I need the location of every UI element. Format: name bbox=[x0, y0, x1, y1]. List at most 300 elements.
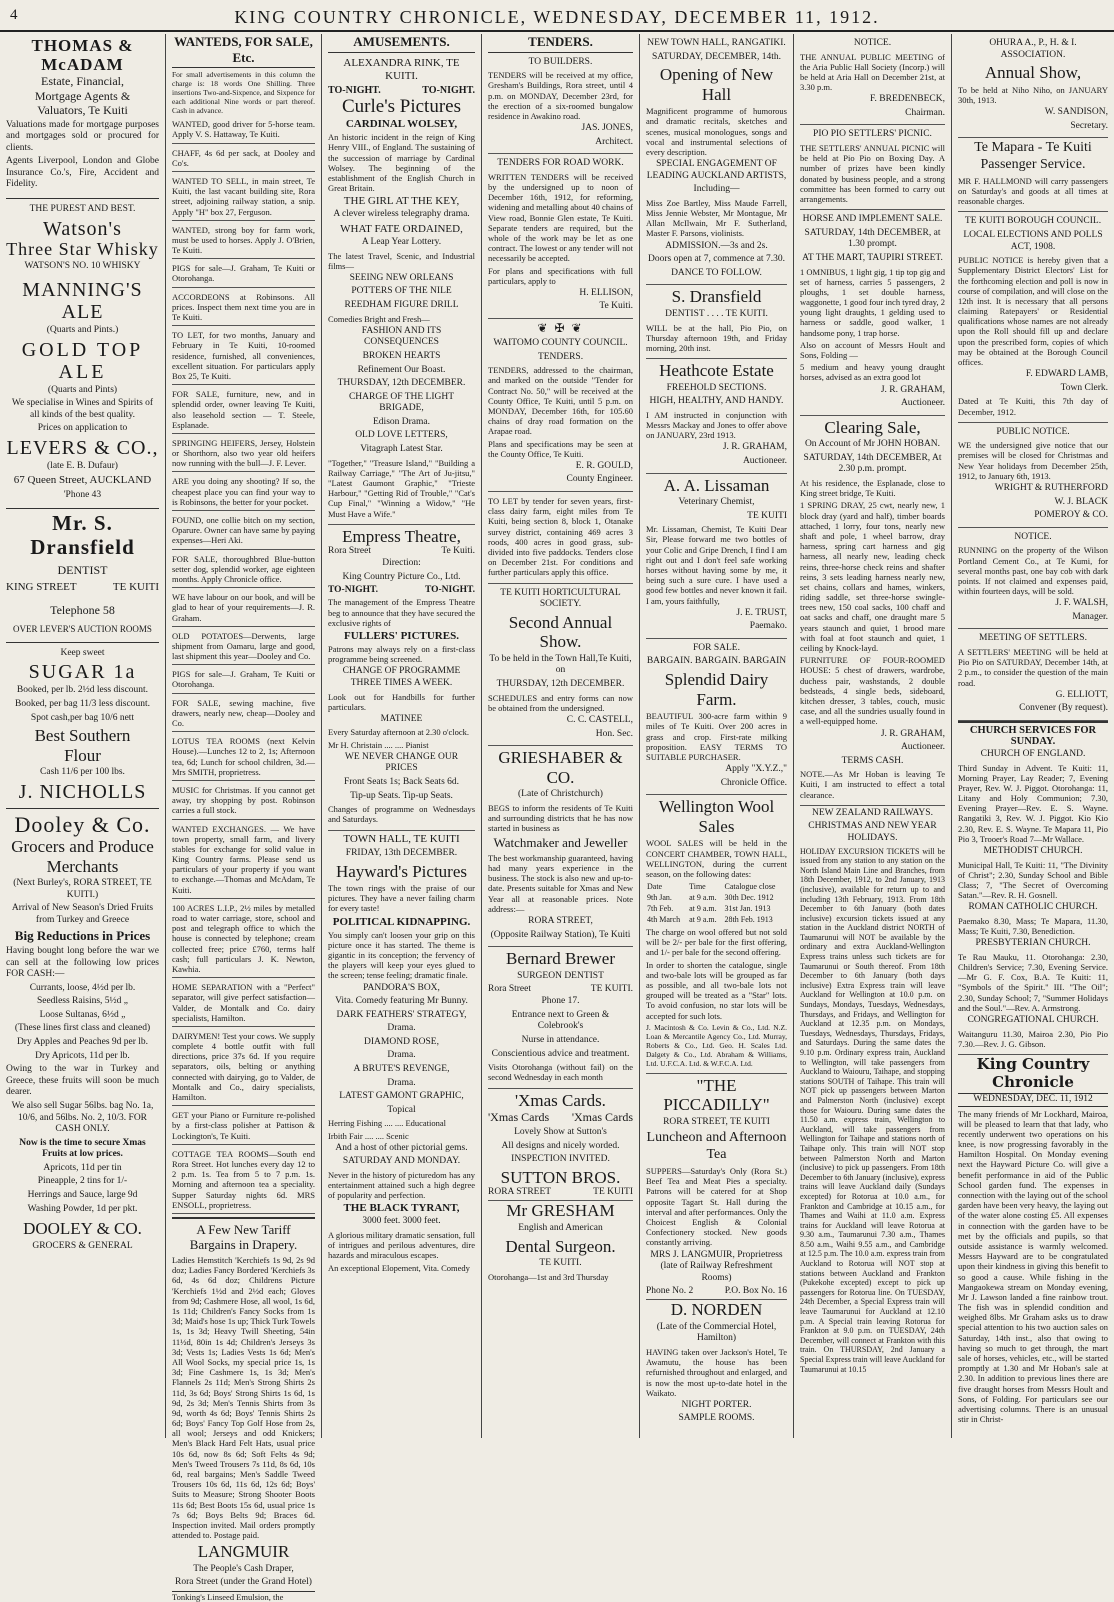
ad-body: RUNNING on the property of the Wilson Portland Cement Co., at Te Kumi, for several months past, one bay cob with dark points. If not claimed and expenses paid, within fourteen days, will be sold. bbox=[958, 545, 1108, 597]
ad-body: Look out for Handbills for further particulars. bbox=[328, 691, 475, 712]
ad-line: (Quarts and Pints) bbox=[47, 384, 118, 395]
classified-ad: GET your Piano or Furniture re-polished by a first-class polisher at Pattison & Lockington's, Te Kuiti. bbox=[172, 1108, 315, 1145]
ad-line: Topical bbox=[387, 1104, 416, 1115]
ad-body: An exceptional Elopement, Vita. Comedy bbox=[328, 1262, 470, 1273]
ad-body: Herring Fishing .... .... Educational bbox=[328, 1118, 447, 1129]
ad-body: Owing to the war in Turkey and Greece, these fruits will soon be much dearer. bbox=[6, 1064, 159, 1098]
ad-body: An historic incident in the reign of King Henry VIII., of England. The sustaining of the succession of marriage by Cardinal Wolsey. The beginning of the establishment of the English Church in Great Britain. bbox=[328, 132, 475, 194]
church-name: METHODIST CHURCH. bbox=[983, 846, 1083, 857]
ad-body: TENDERS will be received at my office, Gresham's Buildings, Rora street, until 4 p.m. on MONDAY, December 23rd, for the erection of a six-roomed bungalow residence in Awakino road. bbox=[488, 70, 633, 121]
table-cell: at 9 a.m. bbox=[689, 893, 717, 903]
ad-body: NOTE.—As Mr Hoban is leaving Te Kuiti, I am instructed to effect a total clearance. bbox=[800, 769, 945, 800]
ad-body: SUPPERS—Saturday's Only (Rora St.) Beef Tea and Meat Pies a specialty. Patrons will be catered for at Shop opposite Tagart St. Hall during the interval and after performances. Only the Choicest English & Colonial Confectionery stocked. New goods constantly arriving. bbox=[646, 1166, 787, 1248]
ad-body: WE the undersigned give notice that our premises will be closed for Christmas and New Year holidays from December 25th, 1912, to January 6th, 1913. bbox=[958, 440, 1108, 481]
ad-heading: Grocers and Produce bbox=[11, 837, 154, 856]
ad-town: TE KUITI bbox=[593, 1187, 633, 1198]
classified-ad: ACCORDEONS at Robinsons. All prices. Inspect them next time you are in Te Kuiti. bbox=[172, 290, 315, 327]
ad-body: Never in the history of picturedom has any entertainment attained such a high degree of popularity and perfection. bbox=[328, 1169, 475, 1201]
table-header-row bbox=[646, 881, 787, 892]
ad-heading: SUTTON BROS. bbox=[500, 1167, 621, 1187]
ad-subheading: Estate, Financial, bbox=[41, 74, 124, 89]
ad-address: RORA STREET, TE KUITI bbox=[663, 1116, 770, 1127]
ad-line: TO BUILDERS. bbox=[528, 56, 593, 67]
film-title: THE BLACK TYRANT, bbox=[343, 1202, 460, 1215]
ad-line: DANCE TO FOLLOW. bbox=[671, 267, 762, 278]
ad-phone: 'Phone 43 bbox=[63, 489, 102, 500]
ad-line: WATSON'S NO. 10 WHISKY bbox=[24, 261, 141, 272]
ad-body: SCHEDULES and entry forms can now be obtained from the undersigned. bbox=[488, 692, 633, 713]
section-heading: CHURCH SERVICES FOR SUNDAY. bbox=[969, 724, 1097, 747]
ad-line: BARGAIN. BARGAIN. BARGAIN bbox=[646, 656, 787, 667]
list-item: Dry Apples and Peaches 9d per lb. bbox=[16, 1037, 149, 1048]
ad-body: Prices on application to bbox=[37, 423, 128, 434]
ad-line: TO-NIGHT. bbox=[424, 585, 475, 596]
ad-body: 1 SPRING DRAY, 25 cwt, nearly new, 1 block dray (yard and half), timber boards attached, 1 lorry, four tons, nearly new shaft and pole, 1 wheel barrow, dray harness, spring cart harness and gig harness, all nearly new, leading check reins, three-horse check reins and shafter reins, 3 sets leading harness nearly new, set chains, collars and hames, winkers, riding saddle, set three-horse swingle-trees new, 150 coal sacks, 100 chaff and oat sacks and chaff, one draught mare 5 years staunch and quiet, 1 brood mare with foal at foot staunch and quiet, 1 ceiling by Knock-layd. bbox=[800, 500, 945, 653]
dooley-price-list bbox=[6, 983, 159, 1062]
ad-heading: A. A. Lissaman bbox=[663, 475, 770, 495]
ad-line: Entrance next to Green & Colebrook's bbox=[511, 1009, 610, 1032]
ad-body: Patrons may always rely on a first-class programme being screened. bbox=[328, 644, 475, 665]
ad-line: TERMS CASH. bbox=[841, 755, 904, 766]
ad-line: Conscientious advice and treatment. bbox=[491, 1048, 630, 1059]
ad-body: HAVING taken over Jackson's Hotel, Te Awamutu, the house has been refurnished throughout and enlarged, and is now the most up-to-date hotel in the Waikato. bbox=[646, 1346, 787, 1398]
ad-line: CHRISTMAS AND NEW YEAR HOLIDAYS. bbox=[808, 821, 937, 843]
ad-address: RORA STREET, bbox=[528, 916, 593, 927]
list-item: Loose Sultanas, 6½d „ bbox=[39, 1009, 126, 1020]
table-cell: 31st Jan. 1913 bbox=[724, 904, 771, 914]
ad-body: Now is the time to secure Xmas Fruits at low prices. bbox=[19, 1137, 146, 1160]
ad-line: TOWN HALL, TE KUITI bbox=[343, 832, 460, 845]
list-item: (These lines first class and cleaned) bbox=[14, 1023, 151, 1034]
tariff-bargains-ad bbox=[172, 1217, 315, 1589]
ad-line: TO-NIGHT. bbox=[422, 85, 475, 97]
ad-heading: J. NICHOLLS bbox=[18, 780, 147, 803]
signature-title: Manager. bbox=[1072, 611, 1108, 622]
list-item: Seedless Raisins, 5½d „ bbox=[36, 996, 129, 1007]
classified-ad: FOR SALE, thoroughbred Blue-button setter dog, splendid worker, age eighteen months. Apply Chronicle office. bbox=[172, 552, 315, 589]
gresham-ad bbox=[488, 1201, 633, 1281]
classified-ad: ARE you doing any shooting? If so, the cheapest place you can find your way to is Robinsons, the better for your pocket. bbox=[172, 474, 315, 511]
haywards-pictures-ad bbox=[328, 833, 475, 1273]
ad-address: (Opposite Railway Station), Te Kuiti bbox=[490, 929, 631, 940]
ad-line: Booked, per bag 11/3 less discount. bbox=[14, 698, 150, 709]
ad-heading: SUGAR 1a bbox=[28, 661, 137, 684]
signature-title: Auctioneer. bbox=[742, 455, 787, 466]
signature-title: Architect. bbox=[595, 136, 633, 147]
ad-line: To be held in the Town Hall,Te Kuiti, on bbox=[489, 653, 632, 676]
ad-body: A glorious military dramatic sensation, full of intrigues and perilous adventures, dire hazards and miraculous escapes. bbox=[328, 1230, 475, 1261]
film-title: CHARGE OF THE LIGHT BRIGADE, bbox=[348, 391, 455, 414]
ad-heading: D. NORDEN bbox=[670, 1300, 763, 1320]
classified-ad: FOR SALE, furniture, new, and in splendid order, owner leaving Te Kuiti, also leasehold section — T. Steele, Esplanade. bbox=[172, 387, 315, 434]
ad-line: TE KUITI HORTICULTURAL SOCIETY. bbox=[500, 587, 621, 610]
ad-heading: Curle's Pictures bbox=[342, 96, 461, 118]
signature-title: Convener (By request). bbox=[1019, 703, 1108, 714]
church-name: PRESBYTERIAN CHURCH. bbox=[975, 938, 1091, 949]
ad-heading: Second Annual Show. bbox=[508, 612, 613, 652]
column-4 bbox=[482, 34, 640, 1438]
ad-body: WILL be at the hall, Pio Pio, on Thursday afternoon 19th, and Friday morning, 20th inst. bbox=[646, 322, 787, 353]
heathcote-estate-ad bbox=[646, 359, 787, 473]
ad-body: For plans and specifications with full particulars, apply to bbox=[488, 265, 633, 286]
ad-heading: Hayward's Pictures bbox=[335, 861, 467, 881]
ad-line: SATURDAY, DECEMBER, 14th. bbox=[651, 51, 782, 62]
ad-line: Tip-up Seats. Tip-up Seats. bbox=[350, 790, 453, 801]
classified-ad: PIGS for sale—J. Graham, Te Kuiti or Otorohanga. bbox=[172, 261, 315, 287]
ad-line: TE KUITI bbox=[747, 510, 787, 521]
table-cell: at 9 a.m. bbox=[689, 915, 717, 925]
ad-street: Rora Street bbox=[328, 546, 372, 557]
editorial-body: The many friends of Mr Lockhard, Mairoa, will be pleased to learn that that lady, who recently underwent two operations on his knee, is now progressing favorably in the Hamilton Hospital. On Monday evening next the Hayward Picture Co. will give a benefit performance in aid of the Public School garden fund. The expenses in connection with the laying out of the school garden have been very heavy, the laying out of the water alone costing £5. All expenses in connection with the garden have to be met by the officials and pupils, so that outside assistance is warmly welcomed. Messrs Hayward are to be congratulated upon their kindness in giving this benefit to so good a cause. While fishing in the Mangaokewa stream on Monday evening, Mr J. Lawson landed a fine rainbow trout. The fish was in splendid condition and weighed 8lbs. Mr Graham asks us to draw special attention to his two auction sales on Saturday, 14th inst., also that owing to having so much to get through, the mart sale of horses, vehicles, etc., will be started promptly at 1.30 and Mr Hoban's sale at 2.30. In addition to previous lines there are five draught horses from Messrs Hoult and Sons, of Folding. For particulars see our advertising columns. There is an unusual stir in Christ- bbox=[958, 1108, 1108, 1425]
ad-body: THE SETTLERS' ANNUAL PICNIC will be held at Pio Pio on Boxing Day. A number of prizes have been kindly donated by business people, and a strong committee has been formed to carry out arrangements. bbox=[800, 143, 945, 204]
ad-body: 5 medium and heavy young draught horses, advised as an extra good lot bbox=[800, 362, 945, 383]
film-title: SEEING NEW ORLEANS bbox=[349, 272, 454, 283]
ad-body: Ladies Hemstitch 'Kerchiefs 1s 9d, 2s 9d doz; Ladies Fancy Bordered 'Kerchiefs 3s 6d, 4s 6d doz; Childrens Picture 'Kerchiefs 1½d and 2½d each; Gloves from 9d; Cashmere Hose, all wool, 1s 6d, 1s 11d; Children's Fancy Socks from 1s 3d; Maid's hose 1s up; Thick Turk Towels 1s, 1s 3d; Heavy Twill Sheeting, 54in 11½d, 80in 1s 4d; Children's Jerseys 3s 3d; Vests 1s; Ladies Vests 1s 6d; Men's All Wool Socks, my special price 1s, 1s 3d; Fine Cashmere 1s, 1s 3d; Men's Flannels 2s 11d; Men's Strong Shirts 2s 11d, 3s 6d; Boys' Strong Shirts 1s 6d, 1s 9d, 2s 3d; Men's Tennis Shirts from 3s 9d, worth 4s 6d; Boys' Tennis Shirts 2s 6d; Boys' Fancy Top Golf Hose from 2s, all wool; Jerseys and odd Knickers; Men's Black Hard Felt Hats, usual price 10s 6d, now 8s 6d; Soft Felts 4s 9d; Men's Tweed Trousers 7s 11d, 8s 6d, 10s 6d, real bargains; Men's Saddle Tweed Trousers 10s 6d, 11s 6d, 12s 6d; Boys' Suits to Measure; Strong Shooter Boots 11s 6d; Best Boots 15s 6d, usual price 1s 7s 6d; Boys Belts 9d; Braces 6d. Inspection invited. Mail orders promptly attended to. Postage paid. bbox=[172, 1255, 315, 1541]
ad-heading: GRIESHABER & CO. bbox=[498, 748, 623, 787]
wool-sales-ad bbox=[646, 795, 787, 1074]
ad-line: TENDERS. bbox=[537, 351, 584, 362]
wanteds-list bbox=[172, 117, 315, 1214]
ad-body: TO LET by tender for seven years, first-class dairy farm, eight miles from Te Kuiti, being section 8, block 1, Otanake survey district, containing 469 acres 3 roods, 400 acres in good grass, sub-divided into five paddocks. Tenders close on December 21st. For conditions and further particulars apply this office. bbox=[488, 496, 633, 578]
film-title: DIAMOND ROSE, bbox=[364, 1036, 439, 1047]
signature: JAS. JONES, bbox=[581, 123, 633, 134]
ad-line: All designs and nicely worded. bbox=[501, 1140, 620, 1151]
table-row bbox=[646, 892, 787, 903]
ad-line: MATINEE bbox=[380, 713, 423, 724]
classified-ad: WANTED EXCHANGES. — We have town property, small farm, and livery stables for exchange for solid value in King Country farms. Please send us particulars of your property if you want to exchange.—Thomas and McAdam, Te Kuiti. bbox=[172, 822, 315, 899]
ad-line: NOTICE. bbox=[1014, 531, 1052, 542]
ad-heading: 'Xmas Cards. bbox=[515, 1090, 606, 1110]
ad-heading: DOOLEY & CO. bbox=[23, 1219, 142, 1239]
ad-address: (Next Burley's, RORA STREET, TE KUITI.) bbox=[13, 878, 152, 900]
table-row bbox=[646, 903, 787, 914]
list-item: Washing Powder, 1d per pkt. bbox=[27, 1203, 138, 1214]
ad-body: Plans and specifications may be seen at the County Office, Te Kuiti. bbox=[488, 438, 633, 459]
signature-title: Auctioneer. bbox=[900, 398, 945, 409]
ad-body: The best workmanship guaranteed, having had many years experience in the business. The stock is also new and up-to-date. Presents suitable for Xmas and New Year all at reasonable prices. Note address:— bbox=[488, 852, 633, 914]
ad-line: SATURDAY, 14th DECEMBER, At 2.30 p.m. prompt. bbox=[803, 452, 942, 475]
classified-ad: DAIRYMEN! Test your cows. We supply complete 4 bottle outfit with full directions, price 37s 6d. If you require separators, oils, belting or anything connected with dairying, go to Valder, de Montalk and Co., dairy specialists, Hamilton. bbox=[172, 1029, 315, 1106]
ad-line: Cash 11/6 per 100 lbs. bbox=[40, 767, 125, 778]
classified-ad: OLD POTATOES—Derwents, large shipment from Oamaru, large and good, last shipment this year—Dooley and Co. bbox=[172, 629, 315, 666]
ad-line: English and American bbox=[518, 1222, 603, 1233]
ad-heading: A Few New Tariff Bargains in Drapery. bbox=[189, 1221, 298, 1253]
ad-subheading: Mortgage Agents & bbox=[34, 88, 131, 103]
ad-body: MR F. HALLMOND will carry passengers on Saturday's and goods at all times at reasonable charges. bbox=[958, 175, 1108, 207]
film-title: LATEST GAMONT GRAPHIC, bbox=[339, 1091, 464, 1102]
signature-title: Te Kuiti. bbox=[599, 301, 633, 312]
table-cell: 7th Feb. bbox=[647, 904, 674, 914]
signature: J. R. GRAHAM, bbox=[880, 384, 945, 395]
ad-line: ALEXANDRA RINK, TE KUITI. bbox=[343, 56, 460, 82]
ad-heading: Clearing Sale, bbox=[824, 417, 921, 437]
ad-line: THURSDAY, 12th DECEMBER. bbox=[337, 378, 466, 389]
ad-line: TO-NIGHT. bbox=[328, 85, 381, 97]
ad-body: Visits Otorohanga (without fail) on the second Wednesday in each month bbox=[488, 1062, 633, 1083]
table-header: Date bbox=[647, 882, 663, 892]
signature: F. BREDENBECK, bbox=[870, 94, 945, 105]
ad-line: FREEHOLD SECTIONS. bbox=[666, 382, 767, 393]
classified-ad: SPRINGING HEIFERS, Jersey, Holstein or Shorthorn, also two year old heifers now running with the bull—J. F. Lever. bbox=[172, 436, 315, 473]
signature-title: Town Clerk. bbox=[1060, 382, 1108, 393]
ad-tagline: THE PUREST AND BEST. bbox=[29, 204, 136, 215]
ad-heading: Watson's bbox=[43, 217, 122, 240]
dairy-farm-tender bbox=[488, 492, 633, 584]
ad-line: Drama. bbox=[387, 1077, 416, 1088]
ad-line: And a host of other pictorial gems. bbox=[335, 1142, 468, 1153]
ad-heading: Luncheon and Afternoon Tea bbox=[646, 1130, 787, 1163]
ad-line: P.O. Box No. 16 bbox=[724, 1286, 787, 1297]
ad-heading: Mr GRESHAM bbox=[506, 1201, 615, 1221]
ad-line: Including— bbox=[693, 184, 740, 195]
ad-line: King Country Picture Co., Ltd. bbox=[342, 571, 461, 582]
rangatiki-hall-ad bbox=[646, 34, 787, 285]
signature: E. R. GOULD, bbox=[575, 460, 633, 471]
ad-line: Vita. Comedy featuring Mr Bunny. bbox=[335, 996, 468, 1007]
ad-heading: FULLERS' PICTURES. bbox=[344, 630, 459, 642]
s-dransfield-ad bbox=[646, 285, 787, 359]
ad-line: SATURDAY AND MONDAY. bbox=[342, 1156, 461, 1167]
signature: C. C. CASTELL, bbox=[566, 714, 633, 725]
ad-body: BEAUTIFUL 300-acre farm within 9 miles of Te Kuiti. Over 200 acres in grass and crop. First-rate milking proposition. EASY TERMS TO SUITABLE PURCHASER. bbox=[646, 711, 787, 762]
ad-town: TE KUITI. bbox=[590, 984, 633, 995]
ad-body: Also on account of Messrs Hoult and Sons, Folding — bbox=[800, 339, 945, 360]
ad-line: Nurse in attendance. bbox=[521, 1035, 600, 1046]
ad-line: Veterinary Chemist, bbox=[678, 497, 755, 508]
film-title: PANDORA'S BOX, bbox=[363, 982, 440, 993]
ad-body: WRITTEN TENDERS will be received by the undersigned up to noon of December 16th, 1912, for reforming, widening and metalling about 40 chains of View road, Bonnie Glen estate, Te Kuiti. Separate tenders are required, but the whole of the work may be let as one contract. The lowest or any tender will not necessarily be accepted. bbox=[488, 171, 633, 264]
ad-body: Tonking's Linseed Emulsion, the bbox=[172, 1591, 315, 1602]
classified-ad: COTTAGE TEA ROOMS—South end Rora Street. Hot lunches every day 12 to 2 p.m. 1s. Tea from 5 to 7 p.m. 1s. Morning and afternoon tea a speciality. Supper Saturday nights 6d. MRS ENSOLL, proprietress. bbox=[172, 1147, 315, 1214]
ad-body: Dated at Te Kuiti, this 7th day of December, 1912. bbox=[958, 396, 1108, 417]
ad-phone: Telephone 58 bbox=[50, 603, 115, 618]
signature: F. EDWARD LAMB, bbox=[1025, 369, 1108, 380]
ad-body: BEGS to inform the residents of Te Kuiti and surrounding districts that he has now started in business as bbox=[488, 802, 633, 834]
cement-notice bbox=[958, 528, 1108, 630]
ad-body: To be held at Niho Niho, on JANUARY 30th, 1913. bbox=[958, 84, 1108, 105]
ad-line: (Quarts and Pints.) bbox=[46, 324, 119, 335]
list-item: Herrings and Sauce, large 9d bbox=[27, 1189, 138, 1200]
ad-line: A clever wireless telegraphy drama. bbox=[333, 209, 470, 220]
ad-body: The charge on wool offered but not sold will be 2/- per bale for the first offering, and 1/- per bale for the second offering. bbox=[646, 927, 787, 958]
xmas-cards-ad bbox=[488, 1089, 633, 1202]
ad-body: The latest Travel, Scenic, and Industrial films— bbox=[328, 250, 475, 271]
ad-body: Comedies Bright and Fresh— bbox=[328, 313, 430, 324]
signature-title: County Engineer. bbox=[566, 474, 633, 485]
ad-heading: MANNING'S ALE bbox=[22, 278, 143, 323]
ad-line: HIGH, HEALTHY, AND HANDY. bbox=[649, 396, 784, 407]
list-item: Pineapple, 2 tins for 1/- bbox=[37, 1176, 128, 1187]
list-item: Currants, loose, 4½d per lb. bbox=[29, 982, 136, 993]
church-body: Third Sunday in Advent. Te Kuiti: 11, Morning Prayer, Lay Reader; 7, Evening Prayer, Rev. W. J. Piggot. Otorohanga: 11, Litany and Holy Communion; 7.30, Evening Prayer—Rev. E. S. Wayne. Rangatiki 3, Rev. W. J. Piggot. Kio Kio 2.30, Rev. E. S. Wayne. Te Mapara 11, Pio Pio 3, Trooer's Road 7—Mr Wallace. bbox=[958, 762, 1108, 844]
classified-ad: WANTED, strong boy for farm work, must be used to horses. Apply J. O'Brien, Te Kuiti. bbox=[172, 223, 315, 260]
ad-line: Vitagraph Latest Star. bbox=[360, 444, 443, 455]
list-item: Dry Apricots, 11d per lb. bbox=[35, 1050, 130, 1061]
classified-ad: WANTED TO SELL, in main street, Te Kuiti, the last vacant building site, Rora street, adjoining railway station, a snip. Apply "H" box 27, Ferguson. bbox=[172, 174, 315, 221]
ad-line: OVER LEVER'S AUCTION ROOMS bbox=[13, 623, 152, 634]
ad-line: SURGEON DENTIST bbox=[517, 970, 604, 981]
ad-line: MRS J. LANGMUIR, Proprietress (late of Railway Refreshment Rooms) bbox=[650, 1249, 783, 1283]
table-row bbox=[646, 914, 787, 925]
signature-title: Secretary. bbox=[1070, 120, 1108, 131]
ad-body: J. Macintosh & Co. Levin & Co., Ltd. N.Z. Loan & Mercantile Agency Co., Ltd. Murray, Roberts & Co., Ltd. Geo. H. Scales Ltd. Dalgety & Co., Ltd. Abraham & Williams, Ltd. U.F.C.A. Ltd. & W.F.C.A. Ltd. bbox=[646, 1022, 787, 1068]
lissaman-ad bbox=[646, 474, 787, 639]
film-title: POTTERS OF THE NILE bbox=[351, 286, 452, 297]
ad-heading: Empress Theatre, bbox=[342, 526, 461, 546]
film-title: THE GIRL AT THE KEY, bbox=[343, 195, 460, 208]
piopio-picnic-notice bbox=[800, 125, 945, 210]
ad-line: NIGHT PORTER. bbox=[681, 1399, 752, 1410]
ad-body: WOOL SALES will be held in the CONCERT CHAMBER, TOWN HALL, WELLINGTON, during the current season, on the following dates: bbox=[646, 838, 787, 879]
ad-line: 3000 feet. 3000 feet. bbox=[362, 1216, 441, 1227]
empress-theatre-ad bbox=[328, 525, 475, 831]
column-6 bbox=[794, 34, 952, 1438]
ad-line: Doors open at 7, commence at 7.30. bbox=[648, 254, 785, 265]
grieshaber-ad bbox=[488, 746, 633, 947]
ad-heading: GOLD TOP ALE bbox=[21, 338, 144, 383]
column-1 bbox=[0, 34, 166, 1438]
ad-line: DENTIST . . . . TE KUITI. bbox=[665, 308, 768, 319]
dransfield-dentist-ad bbox=[6, 509, 159, 642]
ad-heading: LEVERS & CO., bbox=[6, 436, 159, 459]
table-cell: 9th Jan. bbox=[647, 893, 672, 903]
ad-line: NOTICE. bbox=[853, 38, 892, 48]
clearing-sale-ad bbox=[800, 416, 945, 806]
ad-heading: Dooley & Co. bbox=[14, 811, 151, 837]
ad-heading: Opening of New Hall bbox=[659, 65, 774, 104]
settlers-meeting-notice bbox=[958, 629, 1108, 720]
ad-address: 67 Queen Street, AUCKLAND bbox=[13, 474, 152, 487]
classified-ad: WANTED, good driver for 5-horse team. Apply V. S. Hattaway, Te Kuiti. bbox=[172, 117, 315, 143]
ad-heading: Best Southern bbox=[34, 726, 131, 746]
ad-heading: Wellington Wool Sales bbox=[658, 797, 775, 836]
ad-phone: Phone No. 2 bbox=[646, 1286, 694, 1297]
ad-line: Keep sweet bbox=[60, 647, 105, 658]
ad-line: Lovely Show at Sutton's bbox=[514, 1127, 607, 1138]
ad-address: Rora Street (under the Grand Hotel) bbox=[175, 1577, 312, 1588]
borough-council-notice bbox=[958, 212, 1108, 422]
table-cell: at 9 a.m. bbox=[689, 904, 717, 914]
column-7 bbox=[952, 34, 1114, 1438]
table-cell: 4th March bbox=[647, 915, 681, 925]
bernard-brewer-ad bbox=[488, 947, 633, 1088]
church-name: ROMAN CATHOLIC CHURCH. bbox=[968, 902, 1098, 913]
ad-line: Arrival of New Season's Dried Fruits from Turkey and Greece bbox=[11, 903, 154, 925]
ad-line: TE KUITI. bbox=[539, 1258, 582, 1269]
ad-heading: THOMAS & McADAM bbox=[31, 36, 134, 74]
classified-ad: CHAFF, 4s 6d per sack, at Dooley and Co's. bbox=[172, 146, 315, 172]
ad-body: The town rings with the praise of our pictures. They have a never failing charm for every taste! bbox=[328, 883, 475, 914]
ad-line: WAITOMO COUNTY COUNCIL. bbox=[493, 338, 628, 349]
signature-title: Chairman. bbox=[905, 107, 945, 118]
ad-body: Agents Liverpool, London and Globe Insurance Co.'s, Fire, Accident and Fidelity. bbox=[6, 156, 159, 190]
ad-body: 1 OMNIBUS, 1 light gig, 1 tip top gig and set of harness, carries 5 passengers, 2 ploughs, 1 set double harness, waggonette, 1 good four inch tyred dray, 2 young light draughts, 1 gelding used to harness or saddle, good walker, 1 handsome pony, 1 trap horse. bbox=[800, 266, 945, 338]
ad-body: I AM instructed in conjunction with Messrs Mackay and Jones to offer above on JANUARY, 23rd 1913. bbox=[646, 409, 787, 441]
film-title: REEDHAM FIGURE DRILL bbox=[344, 300, 459, 311]
ad-line: Front Seats 1s; Back Seats 6d. bbox=[343, 777, 460, 788]
church-body: Paemako 8.30, Mass; Te Mapara, 11.30, Mass; Te Kuiti, 7.30, Benediction. bbox=[958, 915, 1108, 937]
classified-ad: LOTUS TEA ROOMS (next Kelvin House).—Lunches 12 to 2, 1s; Afternoon tea, 6d; Lunch for school children, 3d.—Mrs SMITH, proprietress. bbox=[172, 734, 315, 781]
ad-body: At his residence, the Esplanade, close to King street bridge, Te Kuiti. bbox=[800, 478, 945, 499]
signature-title: Paemako. bbox=[749, 621, 787, 632]
ad-line: 'Xmas Cards bbox=[571, 1110, 633, 1125]
ad-body: Mr H. Christain .... .... Pianist bbox=[328, 739, 429, 750]
church-services bbox=[958, 721, 1108, 1055]
classified-ad: WE have labour on our book, and will be glad to hear of your requirements—J. R. Graham. bbox=[172, 590, 315, 627]
ad-heading: Three Star Whisky bbox=[6, 238, 159, 259]
signature-title: Hon. Sec. bbox=[595, 728, 633, 739]
ad-line: MEETING OF SETTLERS. bbox=[979, 633, 1087, 644]
ad-line: PIO PIO SETTLERS' PICNIC. bbox=[813, 129, 932, 140]
ad-line: AT THE MART, TAUPIRI STREET. bbox=[802, 252, 943, 263]
ad-body: PUBLIC NOTICE is hereby given that a Supplementary District Electors' List for the forthcoming election and poll is now in course of compilation, and will close on the 12th inst. It is necessary that all persons claiming Ratepayers' or Residential qualifications whose names are not already upon the Roll should fill up and declare upon the prescribed form, copies of which may be obtained at the Borough Council offices. bbox=[958, 255, 1108, 367]
ad-body: Miss Zoe Bartley, Miss Maude Farrell, Miss Jennie Webster, Mr Montague, Mr Allan McIlwain, Mr F. Sutherland, Master F. Parsons, violinists. bbox=[646, 197, 787, 239]
signature: J. E. TRUST, bbox=[736, 607, 787, 618]
column-2 bbox=[166, 34, 322, 1602]
church-body: Municipal Hall, Te Kuiti: 11, "The Divinity of Christ"; 2.30, Sunday School and Bible Class; 7, "The Secret of Overcoming Satan."—Rev. R. H. Gosnell. bbox=[958, 859, 1108, 901]
ad-line: SPECIAL ENGAGEMENT OF LEADING AUCKLAND ARTISTS, bbox=[646, 159, 787, 181]
sugar-ad bbox=[6, 643, 159, 809]
ad-line: (Late of Christchurch) bbox=[518, 789, 603, 800]
ad-line: (late E. B. Dufaur) bbox=[47, 460, 118, 471]
ad-line: WE NEVER CHANGE OUR PRICES bbox=[344, 751, 459, 774]
section-heading: TENDERS. bbox=[488, 34, 633, 53]
classified-ad: PIGS for sale—J. Graham, Te Kuiti or Otorohanga. bbox=[172, 667, 315, 693]
column-3 bbox=[322, 34, 482, 1438]
ad-line: Direction: bbox=[382, 558, 421, 569]
ad-body: THE ANNUAL PUBLIC MEETING of the Aria Public Hall Society (Incorp.) will be held at Aria Hall on December 21st, at 3.30 p.m. bbox=[800, 51, 945, 93]
ad-line: Booked, per lb. 2½d less discount. bbox=[16, 685, 149, 696]
film-title: FASHION AND ITS CONSEQUENCES bbox=[361, 325, 442, 348]
ad-heading: Bernard Brewer bbox=[505, 949, 616, 969]
film-title: OLD LOVE LETTERS, bbox=[355, 430, 448, 441]
classified-ad: TO LET, for two months, January and February in Te Kuiti, 10-roomed residence, furnished, all conveniences, excellent situation. For particulars apply Box 25, Te Kuiti. bbox=[172, 328, 315, 385]
ad-line: Refinement Our Boast. bbox=[357, 364, 446, 375]
ad-subheading: Valuators, Te Kuiti bbox=[37, 103, 128, 118]
classified-ad: FOUND, one collie bitch on my section, Oparure. Owner can have same by paying expenses—Heri Aki. bbox=[172, 513, 315, 550]
piccadilly-ad bbox=[646, 1074, 787, 1301]
ad-line: OHURA A., P., H. & I. ASSOCIATION. bbox=[989, 38, 1077, 60]
ad-line: FRIDAY, 13th DECEMBER. bbox=[345, 847, 458, 858]
editorial bbox=[958, 1055, 1108, 1424]
signature: W. J. BLACK bbox=[1054, 496, 1108, 507]
classified-ad: FOR SALE, sewing machine, five drawers, nearly new, cheap—Dooley and Co. bbox=[172, 696, 315, 733]
ad-body: TENDERS, addressed to the chairman, and marked on the outside "Tender for Contract No. 50," will be received at the County Office, Te Kuiti, until 5 p.m. on MONDAY, December 16th, for 105.60 chains of dray road formation on the Arapae road. bbox=[488, 365, 633, 437]
ad-heading: LANGMUIR bbox=[197, 1542, 290, 1562]
ad-line: The People's Cash Draper, bbox=[193, 1563, 294, 1574]
ad-heading: "THE PICCADILLY" bbox=[663, 1075, 770, 1115]
church-body: Te Rau Mauku, 11. Otorohanga: 2.30, Children's Service; 7.30, Evening Service.—Mr G. F. Cox, B.A. Te Kuiti: 11, "Symbols of the Spirit." III. "The Oil"; 2.30, Sunday School; 7, "Summer Holidays and the Soul."—Rev. A. Armstrong. bbox=[958, 951, 1108, 1013]
ad-body: You simply can't loosen your grip on this picture once it has started. The theme is gigantic in its conception; the fervency of the players will keep your eyes glued to the screen; tense feeling; dramatic finale. bbox=[328, 929, 475, 981]
ad-town: Te Kuiti. bbox=[441, 546, 475, 557]
ad-street: RORA STREET bbox=[488, 1187, 552, 1198]
ad-line: PUBLIC NOTICE. bbox=[996, 426, 1070, 437]
ad-line: THURSDAY, 12th DECEMBER. bbox=[496, 678, 625, 689]
horticultural-show-ad bbox=[488, 584, 633, 747]
signature: W. SANDISON, bbox=[1044, 107, 1108, 118]
ad-body: Magnificent programme of humorous and dramatic recitals, sketches and scenes, musical monologues, songs and vocal and instrumental selections of every description. bbox=[646, 106, 787, 157]
ad-line: Drama. bbox=[387, 1050, 416, 1061]
signature: J. R. GRAHAM, bbox=[722, 442, 787, 453]
ad-body: Having bought long before the war we can sell at the following low prices FOR CASH:— bbox=[6, 946, 159, 980]
ad-line: ADMISSION.—3s and 2s. bbox=[665, 240, 768, 251]
classified-ad: 100 ACRES L.I.P., 2½ miles by metalled road to water carriage, store, school and post and telegraph office to which the house is connected by telephone; cream collected free; price £760, terms half cash; full particulars J. K. Newton, Kawhia. bbox=[172, 901, 315, 978]
ad-heading: Te Mapara - Te Kuiti Passenger Service. bbox=[974, 140, 1092, 173]
ad-heading: Merchants bbox=[46, 856, 119, 876]
ad-line: NEW ZEALAND RAILWAYS. bbox=[812, 807, 933, 818]
church-name: CONGREGATIONAL CHURCH. bbox=[967, 1015, 1099, 1025]
ad-body: Irbith Fair .... .... Scenic bbox=[328, 1130, 409, 1141]
